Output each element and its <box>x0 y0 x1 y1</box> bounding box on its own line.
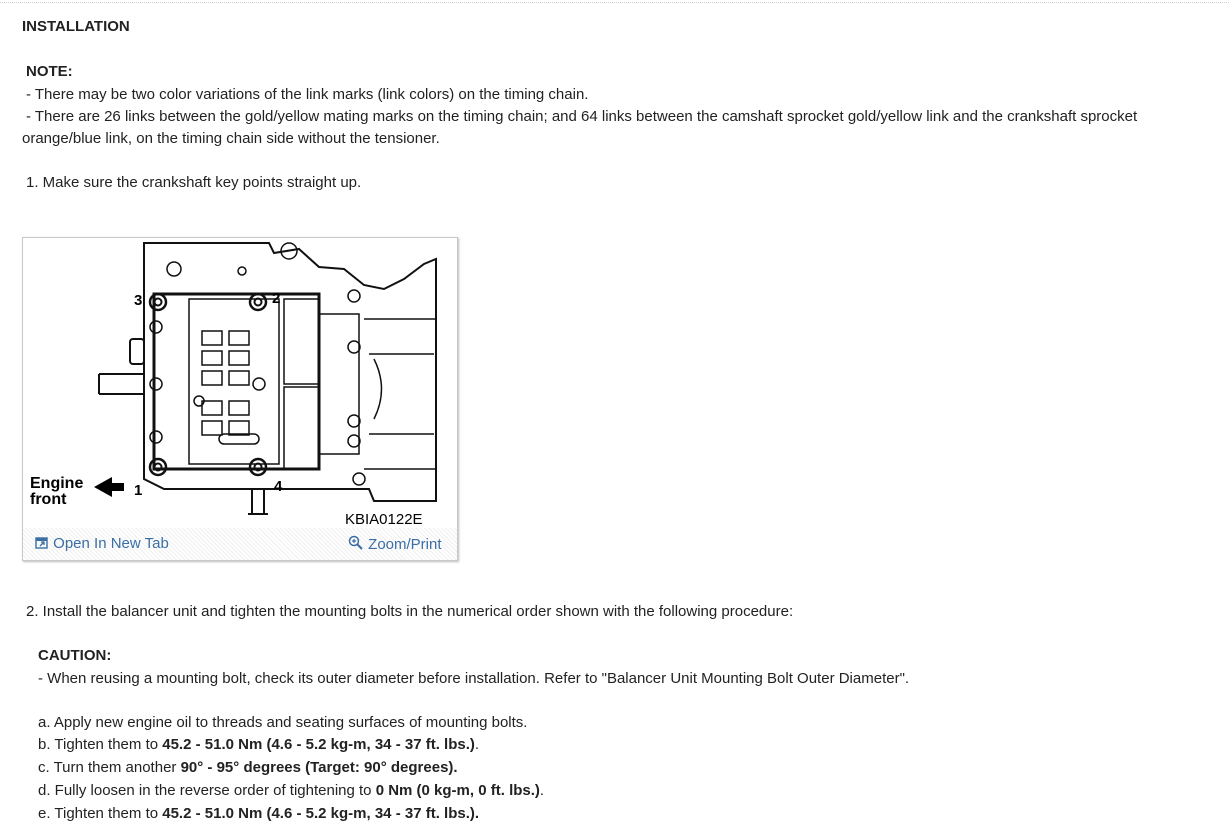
caution-line: - When reusing a mounting bolt, check its outer diameter before installation. Refer to "Balancer Unit Mounting Bolt Outer Diameter". <box>38 670 910 687</box>
procedure-d: d. Fully loosen in the reverse order of tightening to 0 Nm (0 kg-m, 0 ft. lbs.). <box>38 782 545 799</box>
note-line-1: - There may be two color variations of the link marks (link colors) on the timing chain. <box>26 86 589 103</box>
label-engine: Engine <box>30 475 84 492</box>
label-front: front <box>30 491 67 508</box>
open-new-tab-link[interactable] <box>35 535 169 553</box>
zoom-icon <box>348 535 364 551</box>
note-line-2: - There are 26 links between the gold/yellow mating marks on the timing chain; and 64 links between the camshaft sprocket gold/yellow link and the crankshaft sprocket <box>26 108 1138 125</box>
zoom-print-label: Zoom/Print <box>368 536 442 553</box>
section-heading: INSTALLATION <box>22 18 130 35</box>
figure-code: KBIA0122E <box>345 511 423 527</box>
procedure-e: e. Tighten them to 45.2 - 51.0 Nm (4.6 - 5.2 kg-m, 34 - 37 ft. lbs.). <box>38 805 480 822</box>
bolt-number-2: 2 <box>272 290 281 307</box>
procedure-b: b. Tighten them to 45.2 - 51.0 Nm (4.6 - 5.2 kg-m, 34 - 37 ft. lbs.). <box>38 736 480 753</box>
procedure-a: a. Apply new engine oil to threads and seating surfaces of mounting bolts. <box>38 714 528 731</box>
balancer-unit-diagram[interactable] <box>24 239 456 527</box>
bolt-number-1: 1 <box>134 482 143 499</box>
zoom-print-link[interactable] <box>348 535 442 554</box>
procedure-c: c. Turn them another 90° - 95° degrees (Target: 90° degrees). <box>38 759 458 776</box>
note-title: NOTE: <box>26 63 73 80</box>
top-divider <box>0 2 1229 3</box>
caution-title: CAUTION: <box>38 647 112 664</box>
open-new-tab-label: Open In New Tab <box>53 535 169 552</box>
bolt-number-4: 4 <box>274 478 283 495</box>
step-2-text: 2. Install the balancer unit and tighten the mounting bolts in the numerical order shown with the following procedure: <box>26 603 794 620</box>
figure-container <box>22 237 458 561</box>
note-line-2-cont: orange/blue link, on the timing chain side without the tensioner. <box>22 130 440 147</box>
step-1-text: 1. Make sure the crankshaft key points straight up. <box>26 174 362 191</box>
open-new-tab-icon <box>35 536 49 550</box>
bolt-number-3: 3 <box>134 292 143 309</box>
